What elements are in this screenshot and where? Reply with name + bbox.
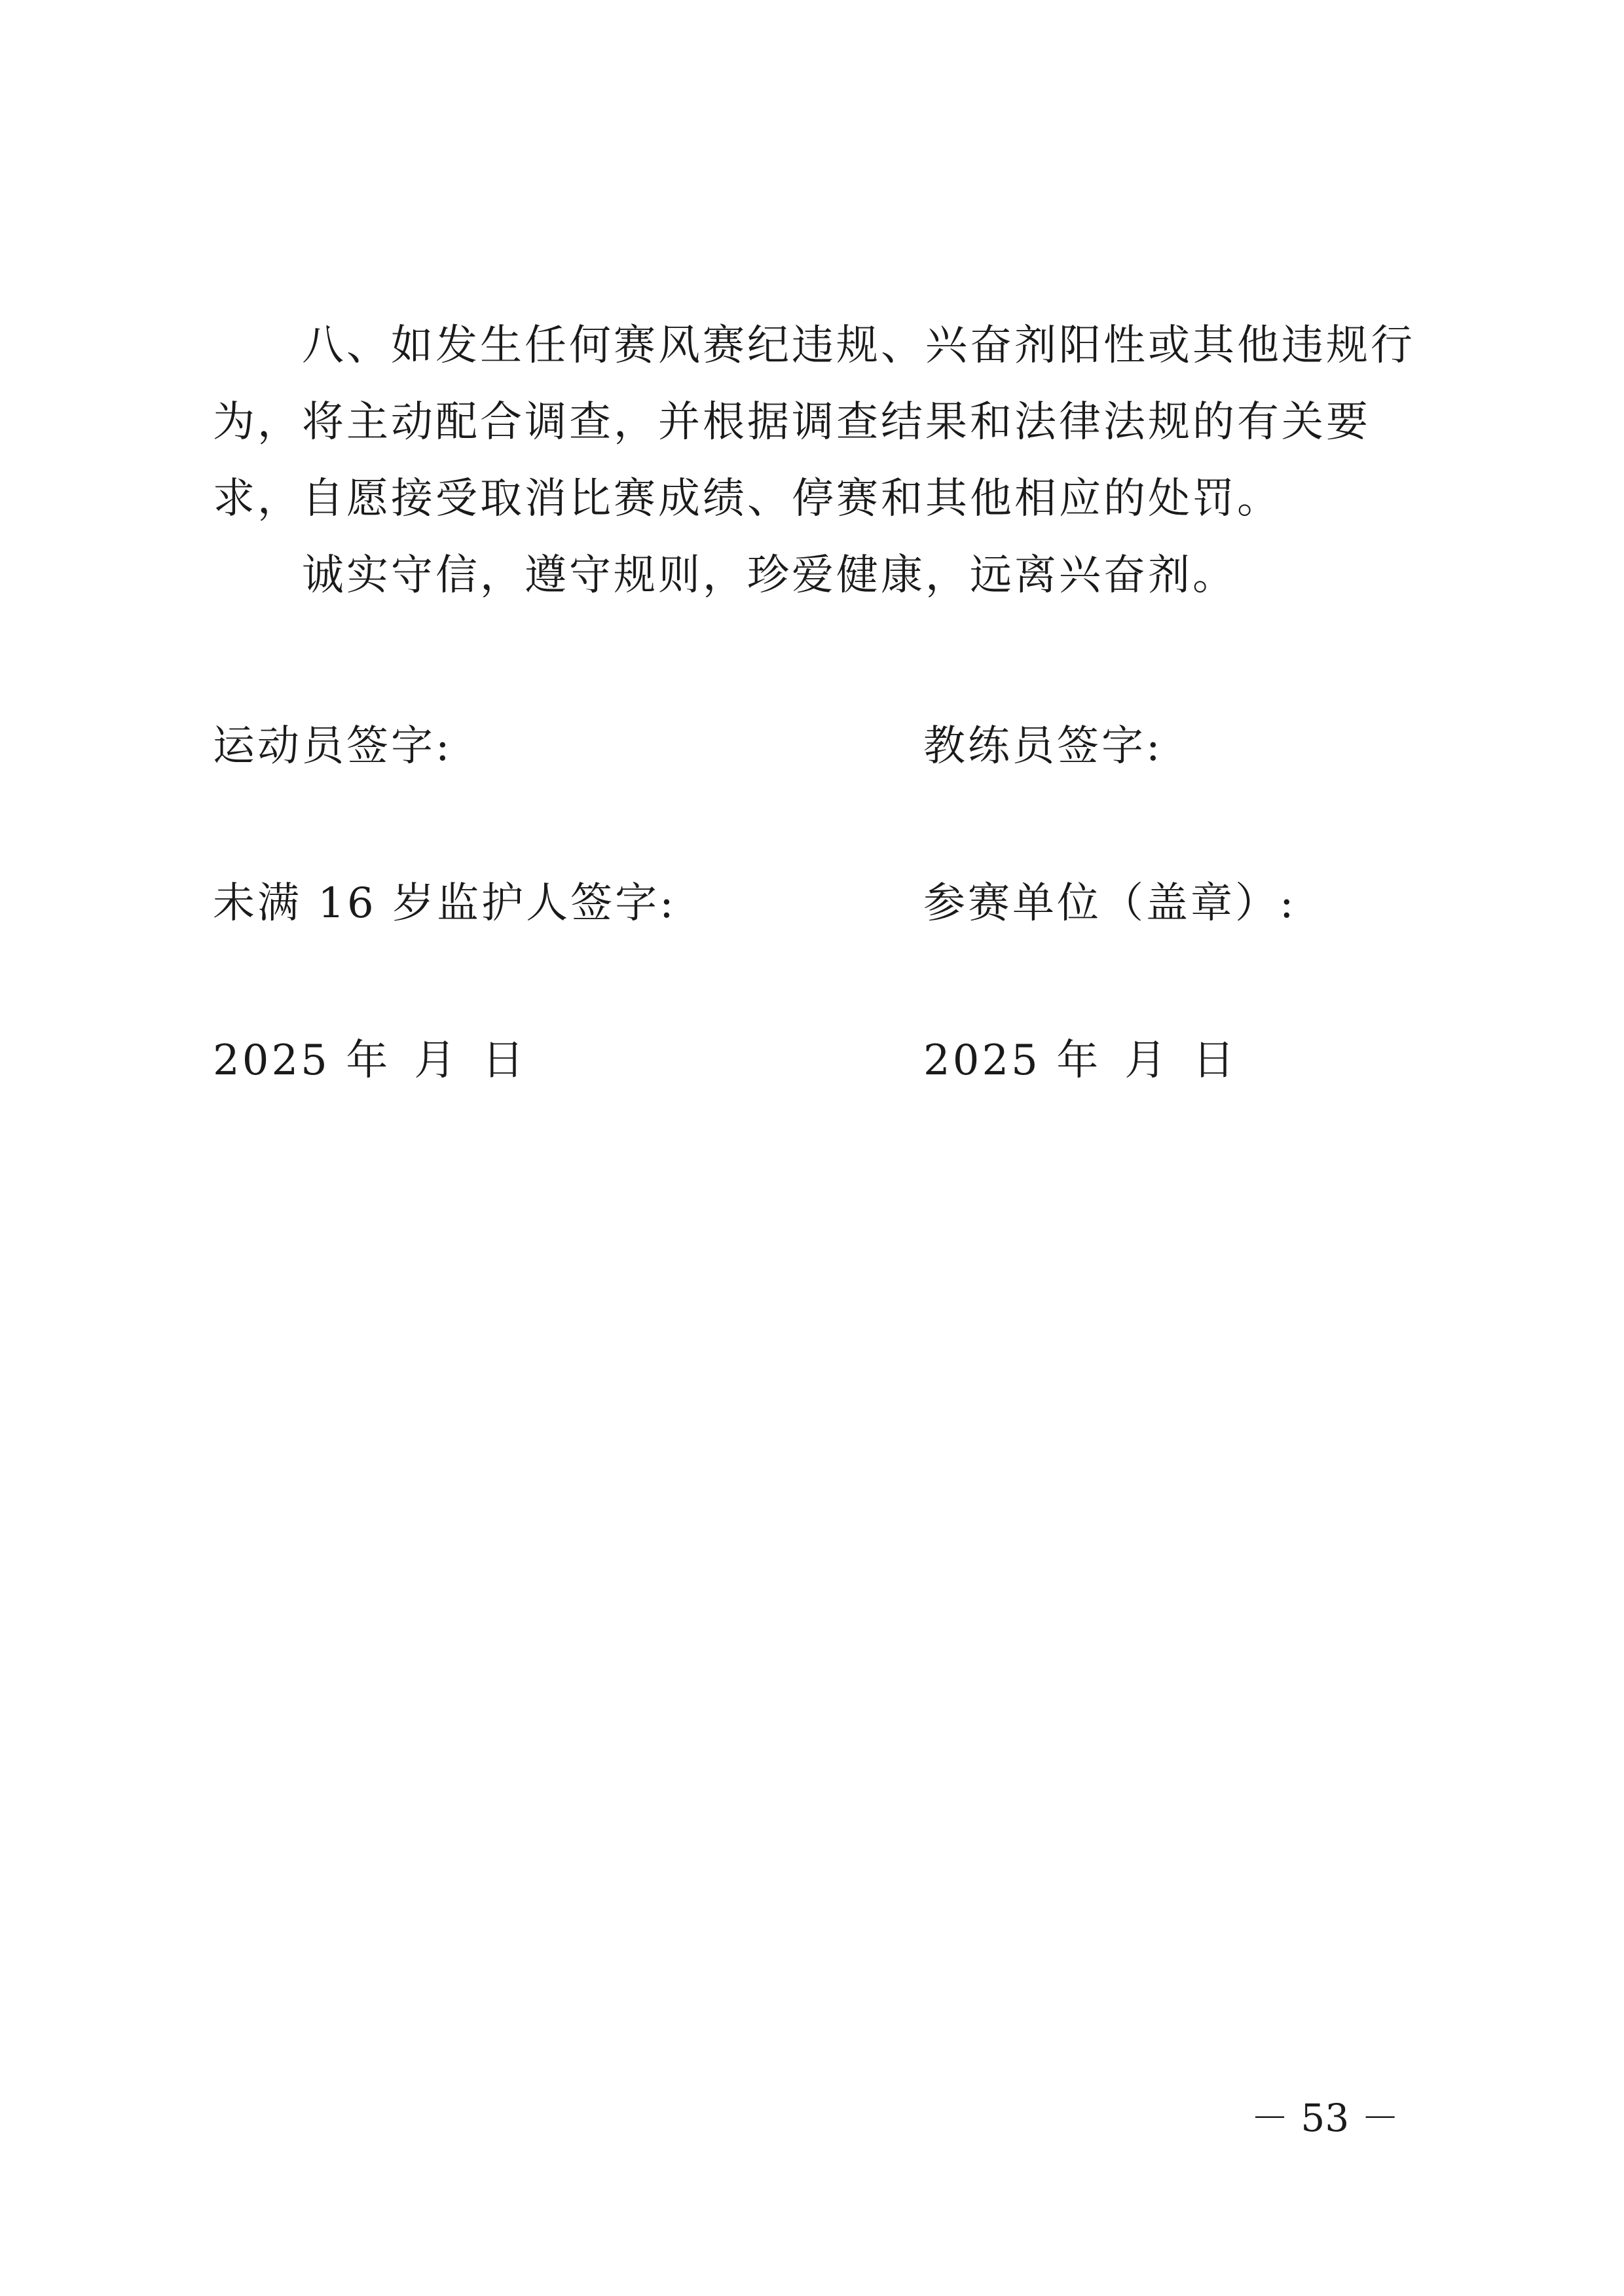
date-year: 2025 年 — [213, 1036, 391, 1085]
athlete-signature-label: 运动员签字: — [213, 722, 452, 771]
paragraph-pledge: 诚实守信，遵守规则，珍爱健康，远离兴奋剂。 — [302, 551, 1237, 600]
date-month: 月 — [414, 1036, 459, 1085]
document-body — [213, 308, 1418, 614]
date-line-left — [213, 1034, 526, 1087]
date-year: 2025 年 — [923, 1036, 1101, 1085]
guardian-signature-label: 未满 16 岁监护人签字: — [213, 879, 676, 928]
coach-signature-label: 教练员签字: — [923, 722, 1163, 771]
page-number: － 53 － — [1251, 2096, 1399, 2140]
paragraph-clause-8: 八、如发生任何赛风赛纪违规、兴奋剂阳性或其他违规行为，将主动配合调查，并根据调查结果和法律法规的有关要求，自愿接受取消比赛成绩、停赛和其他相应的处罚。 — [213, 321, 1415, 523]
unit-seal-label: 参赛单位（盖章）: — [923, 879, 1297, 928]
date-day: 日 — [1192, 1036, 1238, 1085]
date-month: 月 — [1124, 1036, 1170, 1085]
date-day: 日 — [482, 1036, 527, 1085]
date-line-right — [923, 1034, 1237, 1087]
